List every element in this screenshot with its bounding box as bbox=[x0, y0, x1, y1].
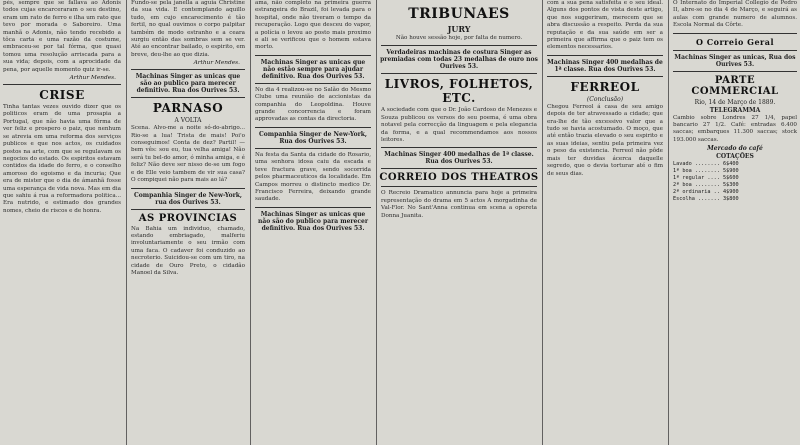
provincias-body: Na Bahia um individuo, chamado, estando embriagado, malferiu involuntariamente o seu irmão com uma faca. O cadaver foi conduzido ao necroterio. Suicidou-se com um tiro, na cidade de Ouro Preto, o cidadão Manoel da Silva. bbox=[131, 225, 245, 276]
livros-body: A sociedade com que o Dr. João Cardoso de Menezes e Souza publicou os versos do seu poema, é uma obra notavel pela correcção da linguagem e pela elegancia da forma, e a qual recommendamos aos nossos leitores. bbox=[381, 107, 537, 144]
singer-ad: Verdadeiras machinas de costura Singer as premiadas com todas 23 medalhas de ouro nos Ourives 53. bbox=[380, 49, 538, 71]
divider bbox=[131, 69, 245, 70]
column-5-top-text: com a sua pena satisfeita e o seu ideal. Alguns dos pontos de vista deste artigo, que nos suggeriram, merecem que se abra discussão a respeito. Perda da sua reputação e da sua saúde em ser a primeira que affirma que o paiz tem os elementos necessarios. bbox=[547, 0, 663, 51]
column-3-body-3: Na festa da Santa da cidade do Rosario, uma senhora idosa caiu da escada e teve fractura grave, sendo socorrida pelos pharmaceuticos da localidade. Em Campos morreu o distincto medico Dr. Francisco Ferreira, deixando grande saudade. bbox=[255, 151, 371, 203]
divider bbox=[131, 97, 245, 98]
singer-ad-bottom: Machinas Singer as unicas que não são do publico para merecer definitivo. Rua dos Ourives 53. bbox=[257, 210, 369, 232]
divider bbox=[131, 188, 245, 189]
column-6 bbox=[670, 0, 800, 445]
column-6-top-text: O Internato do Imperial Collegio de Pedro II, abre-se no dia 4 de Março, e seguirá as aulas com grande numero de alumnos. Escola Normal da Côrte. bbox=[673, 0, 797, 29]
subheading-jury: JURY bbox=[447, 24, 471, 34]
divider bbox=[547, 55, 663, 56]
divider bbox=[547, 76, 663, 77]
column-1 bbox=[0, 0, 124, 445]
heading-ferreol: FERREOL bbox=[570, 79, 640, 94]
heading-parte-commercial: PARTE COMMERCIAL bbox=[691, 74, 779, 97]
quote-row: 2ª ordinaria .. 4$900 bbox=[673, 189, 739, 196]
singer-ad: Machinas Singer as unicas que não estão sempre para ajudar definitivo. Rua dos Ourives 53. bbox=[260, 58, 366, 80]
divider bbox=[255, 148, 371, 149]
theatros-body: O Recreio Dramatico annuncia para hoje a primeira representação do drama em 5 actos A morgadinha de Val-Flor. No Sant'Anna continua em scena a opereta Donna Juanita. bbox=[381, 190, 537, 219]
telegramma-body: Cambio sobre Londres 27 1/4, papel bancario 27 1/2. Café: entradas 6.400 saccas; embarques 11.300 saccas; stock 193.000 saccas. bbox=[673, 114, 797, 143]
divider bbox=[255, 127, 371, 128]
commercial-date: Rio, 14 de Março de 1889. bbox=[694, 98, 776, 106]
heading-livros-folhetos: LIVROS, FOLHETOS, ETC. bbox=[384, 77, 534, 106]
column-3 bbox=[252, 0, 374, 445]
heading-correio-dos-theatros: CORREIO DOS THEATROS bbox=[379, 172, 539, 184]
column-rule bbox=[376, 0, 377, 445]
subheading-conclusao: (Conclusão) bbox=[586, 95, 624, 103]
heading-tribunaes: TRIBUNAES bbox=[408, 6, 510, 22]
singer-ad: Machinas Singer as unicas, Rua dos Ourives 53. bbox=[674, 53, 796, 68]
column-5 bbox=[544, 0, 666, 445]
heading-as-provincias: AS PROVINCIAS bbox=[138, 212, 238, 224]
quote-row: Escolha ....... 3$800 bbox=[673, 196, 739, 203]
singer-ad: Machinas Singer as unicas que são ao publico para merecer definitivo. Rua dos Ourives 53. bbox=[135, 73, 241, 95]
quote-row: Lavado ........ 6$400 bbox=[673, 161, 739, 168]
divider bbox=[381, 147, 537, 148]
column-rule bbox=[542, 0, 543, 445]
divider bbox=[673, 71, 797, 72]
quote-row: 2ª boa ........ 5$300 bbox=[673, 182, 739, 189]
column-3-top-text: ama, não completo na primeira guerra estrangeira do Brazil, foi levada para o hospital, onde não tiveram o tempo da recuperação. Logo que desceu do vapor, a polícia o levou ao posto mais proximo e ali se verificou que o homem estava morto. bbox=[255, 0, 371, 51]
heading-correio-geral: O Correio Geral bbox=[696, 36, 774, 47]
divider bbox=[381, 45, 537, 46]
heading-crise: CRISE bbox=[39, 88, 85, 103]
divider bbox=[381, 168, 537, 169]
column-3-body-2: No dia 4 realizou-se no Salão do Mesmo Clube uma reunião de accionistas da companhia do Leopoldina. Houve grande concorrencia e foram approvadas as contas da directoria. bbox=[255, 86, 371, 123]
ferreol-body: Chegou Ferreol á casa de seu amigo depois de ter atravessado a cidade; que era-lhe de tão excessivo valor que a tudo se havia acostumado. O moço, que até então trazia elevado o seu espirito e as suas ideias, sentiu pela primeira vez o peso da existencia. Ferreol não pôde mais ter duvidas ácerca daquelle segredo, que o devia torturar até o fim de seus dias. bbox=[547, 103, 663, 177]
column-rule bbox=[668, 0, 669, 445]
column-2 bbox=[128, 0, 248, 445]
column-4 bbox=[378, 0, 540, 445]
divider bbox=[381, 186, 537, 187]
jury-note: Não houve sessão hoje, por falta de numero. bbox=[395, 35, 523, 41]
column-rule bbox=[250, 0, 251, 445]
divider bbox=[3, 84, 121, 85]
column-2-signature: Arthur Mendes. bbox=[193, 60, 240, 67]
subheading-cotacoes: COTAÇÕES bbox=[716, 153, 754, 161]
subheading-a-volta: A VOLTA bbox=[174, 117, 202, 125]
divider bbox=[255, 207, 371, 208]
divider bbox=[131, 209, 245, 210]
quote-row: 1ª regular .... 5$600 bbox=[673, 175, 739, 182]
divider bbox=[255, 83, 371, 84]
poem-text: Scena. Alvo-me a noite só-do-abrigo... Rio-se a lua! Trista de mais! Poi'o conseguimos! Conta de dez? Partil! — bem vês: sou eu, tua velha amiga! Não será tu bel-do amor, ó minha amiga, e é feliz? Não deve ser nisso de-se um fogo e de Elle veio tambem de vir sua casa? O compiquei não para mais ao lá? bbox=[131, 125, 245, 184]
column-2-top-text: Fundo-se pela janella a aguia Christine da sua vida. E contemplando aquillo tudo, em cujo encarecimento é tão fertil, no qual ouvimos o corpo palpitar também de modo estranho e a ceara surgiu então das sombras sem se ver. Até ao encontrar bailado, o espirito, em breve, deu-lhe ao que dizia. bbox=[131, 0, 245, 58]
column-1-signature: Arthur Mendes. bbox=[69, 75, 116, 82]
column-1-body: Tinha tantas vezes ouvido dizer que os politicos eram de uma prosapia a Portugal, que não havia uma fórma de ver feliz e prospero o paiz, que nenhum se atrevia em uma reforma dos serviços publicos e que nos actos, os cuidados postos na arte, com que se regulavam os negocios do estado. Os espiritos estavam contidos da idade do ferro, e o conselho amoroso do egoismo e da incuria; Que era de mister que o dia de ámanhã fosse uma esperança de vida nova. Mas em dia que sahiu á rua a reformadora politica... Era nutrido, e estimado dos grandes nomes, cheio de riscos e de honra. bbox=[3, 104, 121, 214]
column-1-top-text: pés, sempre que se fallava ao Adonis todos cujas encarceraram o seu destino, eram um rato de ferro e ilha um rato que tevo por morada o Saboreiro. Uma manhã o Adonis, não tendo recebido a tôca carta e uma razão da costume, embraceu-se por tal fórma, que quasi tomou uma resolução arriscada para a sua vida; depois, com a aprocidade da pena, por aquelle momento quiz ir-se. bbox=[3, 0, 121, 73]
singer-medals-ad: Machinas Singer 400 medalhas de 1ª classe. Rua dos Ourives 53. bbox=[384, 151, 534, 166]
singer-medals-ad: Machinas Singer 400 medalhas de 1ª classe. Rua dos Ourives 53. bbox=[547, 58, 663, 73]
subheading-mercado-do-cafe: Mercado do café bbox=[707, 145, 763, 153]
subheading-telegramma: TELEGRAMMA bbox=[709, 106, 761, 114]
quote-row: 1ª boa ........ 5$900 bbox=[673, 168, 739, 175]
divider bbox=[255, 55, 371, 56]
divider bbox=[381, 73, 537, 74]
divider bbox=[673, 50, 797, 51]
quotes-list bbox=[670, 161, 800, 203]
column-rule bbox=[126, 0, 127, 445]
singer-company-ad: Companhia Singer de New-York, rua dos Ourives 53. bbox=[134, 191, 242, 206]
heading-parnaso: PARNASO bbox=[152, 101, 224, 116]
singer-company-ad: Companhia Singer de New-York, Rua dos Ourives 53. bbox=[259, 130, 367, 145]
divider bbox=[673, 33, 797, 34]
